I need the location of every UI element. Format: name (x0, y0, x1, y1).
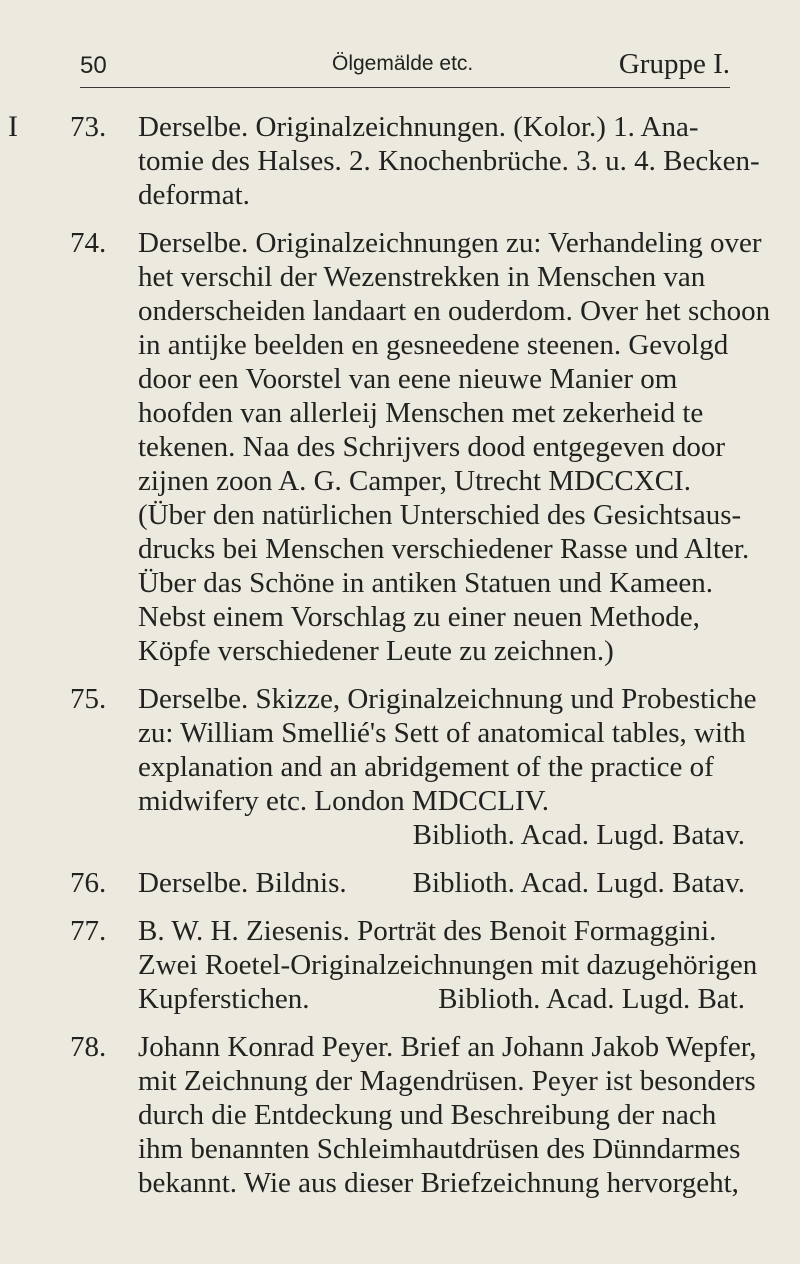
entry-line: B. W. H. Ziesenis. Porträt des Benoit Formaggini. (138, 915, 717, 947)
entry-number: 73. (70, 111, 107, 143)
entry-line: bekannt. Wie aus dieser Briefzeichnung hervorgeht, (138, 1167, 739, 1199)
entry-line: tomie des Halses. 2. Knochenbrüche. 3. u. 4. Becken- (138, 145, 760, 177)
entry-line: zu: William Smellié's Sett of anatomical tables, with (138, 717, 746, 749)
entry-line: drucks bei Menschen verschiedener Rasse und Alter. (138, 533, 750, 565)
entry-text: Derselbe. Bildnis. (138, 867, 347, 899)
catalog-entry-78 (70, 1030, 757, 1200)
margin-mark: I (8, 110, 18, 143)
entry-line: Nebst einem Vorschlag zu einer neuen Methode, (138, 601, 700, 633)
entry-text: Kupferstichen. (138, 983, 310, 1015)
page-number: 50 (80, 52, 107, 79)
catalog-entry-75 (70, 682, 757, 852)
entry-line: (Über den natürlichen Unterschied des Gesichtsaus- (138, 499, 742, 531)
entry-line: tekenen. Naa des Schrijvers dood entgegeven door (138, 431, 726, 463)
entry-line: Derselbe. Originalzeichnungen zu: Verhandeling over (138, 227, 762, 259)
entry-line: in antijke beelden en gesneedene steenen. Gevolgd (138, 329, 729, 361)
catalog-entries (70, 110, 771, 1214)
group-label: Gruppe I. (618, 48, 730, 80)
entry-number: 75. (70, 683, 107, 715)
entry-line: mit Zeichnung der Magendrüsen. Peyer ist besonders (138, 1065, 756, 1097)
running-title: Ölgemälde etc. (332, 52, 474, 75)
entry-line: Zwei Roetel-Originalzeichnungen mit dazugehörigen (138, 949, 758, 981)
entry-line: midwifery etc. London MDCCLIV. (138, 785, 550, 817)
entry-number: 77. (70, 915, 107, 947)
entry-line: zijnen zoon A. G. Camper, Utrecht MDCCXCI. (138, 465, 691, 497)
entry-line: deformat. (138, 179, 250, 211)
header-rule (80, 87, 730, 88)
entry-line: ihm benannten Schleimhautdrüsen des Dünndarmes (138, 1133, 741, 1165)
catalog-entry-74 (70, 226, 771, 668)
entry-line: hoofden van allerleij Menschen met zekerheid te (138, 397, 704, 429)
entry-line: door een Voorstel van eene nieuwe Manier om (138, 363, 678, 395)
entry-source: Biblioth. Acad. Lugd. Bat. (438, 983, 745, 1015)
entry-source: Biblioth. Acad. Lugd. Batav. (412, 867, 745, 899)
entry-line: Derselbe. Skizze, Originalzeichnung und Probestiche (138, 683, 757, 715)
catalog-entry-76 (70, 866, 745, 900)
catalog-entry-77 (70, 914, 758, 1016)
entry-line: Derselbe. Originalzeichnungen. (Kolor.) 1. Ana- (138, 111, 699, 143)
entry-line: Johann Konrad Peyer. Brief an Johann Jakob Wepfer, (138, 1031, 757, 1063)
page-header (80, 46, 730, 90)
entry-number: 74. (70, 227, 107, 259)
catalog-entry-73 (70, 110, 760, 212)
entry-line: Über das Schöne in antiken Statuen und Kameen. (138, 567, 714, 599)
entry-number: 78. (70, 1031, 107, 1063)
entry-line: het verschil der Wezenstrekken in Menschen van (138, 261, 706, 293)
entry-line (138, 982, 745, 1016)
entry-line: durch die Entdeckung und Beschreibung der nach (138, 1099, 717, 1131)
entry-source: Biblioth. Acad. Lugd. Batav. (412, 819, 745, 851)
entry-line: onderscheiden landaart en ouderdom. Over het schoon (138, 295, 771, 327)
entry-line: explanation and an abridgement of the practice of (138, 751, 714, 783)
entry-line (138, 866, 745, 900)
entry-number: 76. (70, 867, 107, 899)
entry-line: Köpfe verschiedener Leute zu zeichnen.) (138, 635, 614, 667)
